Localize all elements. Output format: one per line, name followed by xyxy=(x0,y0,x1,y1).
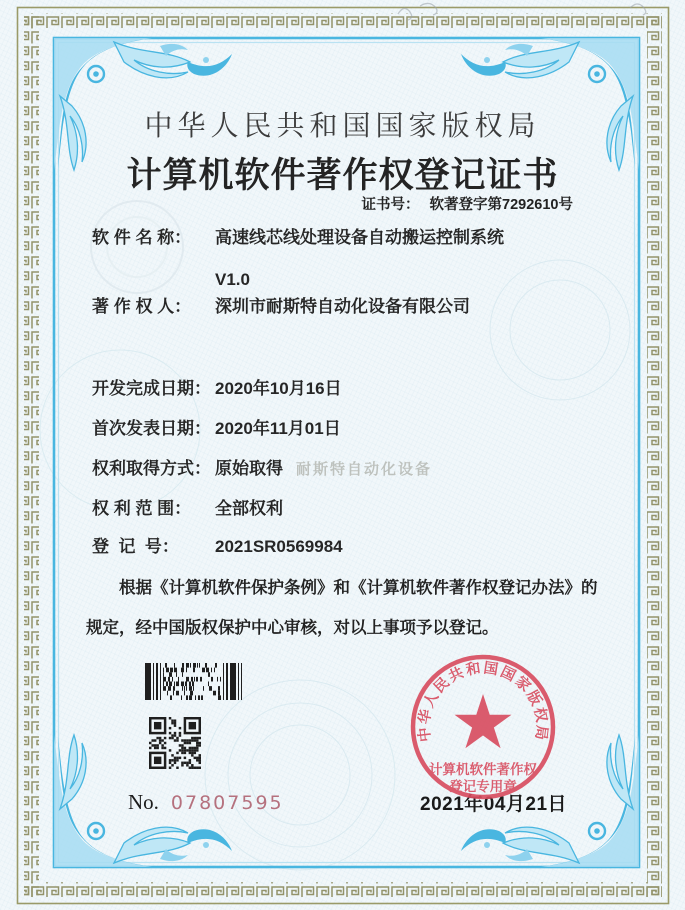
field-copyright-owner xyxy=(92,296,470,317)
field-registration-number xyxy=(92,536,343,557)
field-value: 深圳市耐斯特自动化设备有限公司 xyxy=(215,297,470,316)
field-rights-scope xyxy=(92,498,283,519)
field-value: 2020年11月01日 xyxy=(215,419,341,438)
software-version: V1.0 xyxy=(215,270,250,289)
field-label: 软 件 名 称： xyxy=(92,228,192,247)
serial-value: 07807595 xyxy=(170,792,284,814)
field-label: 首次发表日期： xyxy=(92,419,211,438)
official-seal xyxy=(405,650,565,810)
field-value: 全部权利 xyxy=(215,499,283,518)
company-watermark: 耐斯特自动化设备 xyxy=(296,461,433,478)
field-value: 原始取得 xyxy=(215,459,283,478)
field-value: 2021SR0569984 xyxy=(215,537,343,556)
serial-number-line xyxy=(128,790,284,815)
certificate-number-line xyxy=(0,193,573,214)
field-label: 权利取得方式： xyxy=(92,459,211,478)
field-value: 2020年10月16日 xyxy=(215,379,342,398)
field-first-publication-date xyxy=(92,418,341,439)
field-label: 开发完成日期： xyxy=(92,379,211,398)
pdf417-barcode xyxy=(145,663,242,700)
serial-label: No. xyxy=(128,790,159,814)
seal-star-icon xyxy=(455,694,512,748)
issuing-authority: 中华人民共和国国家版权局 xyxy=(144,111,541,142)
field-completion-date xyxy=(92,378,342,399)
field-label: 著 作 权 人： xyxy=(92,297,192,316)
field-value: 高速线芯线处理设备自动搬运控制系统 V1.0 xyxy=(215,228,504,289)
field-rights-acquisition xyxy=(92,458,283,479)
registration-statement: 根据《计算机软件保护条例》和《计算机软件著作权登记办法》的规定，经中国版权保护中心审核，对以上事项予以登记。 xyxy=(86,579,598,637)
issue-date: 2021年04月21日 xyxy=(420,794,568,815)
certificate-number-label: 证书号： xyxy=(361,197,420,213)
field-label: 登 记 号： xyxy=(92,537,179,556)
seal-line2: 登记专用章 xyxy=(449,779,517,794)
seal-line1: 计算机软件著作权 xyxy=(429,762,537,777)
certificate-number-value: 软著登字第7292610号 xyxy=(429,197,573,213)
field-label: 权 利 范 围： xyxy=(92,499,192,518)
seal-ring-text: 中华人民共和国国家版权局 xyxy=(416,660,550,743)
field-software-name xyxy=(92,227,504,290)
certificate-title: 计算机软件著作权登记证书 xyxy=(126,156,559,195)
qr-code xyxy=(149,717,201,769)
